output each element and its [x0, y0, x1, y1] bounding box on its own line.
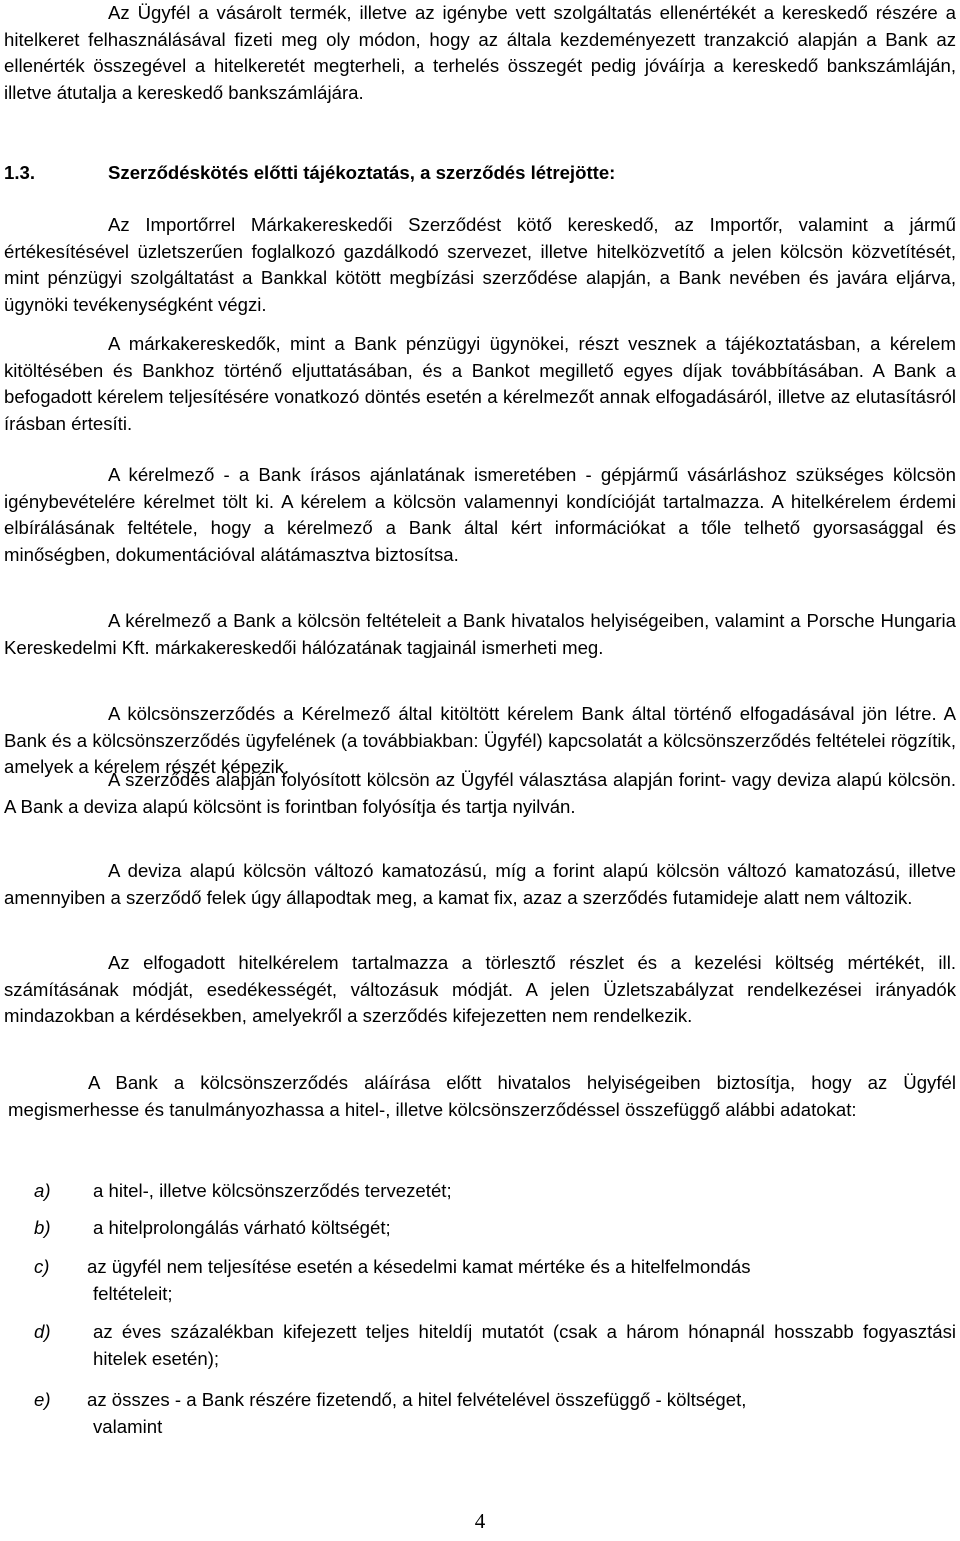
list-item: [34, 1387, 956, 1440]
list-item-text: [87, 1387, 956, 1440]
list-item: [34, 1215, 956, 1242]
list-item-text-continuation: feltételeit;: [93, 1282, 173, 1304]
list-marker: d): [34, 1321, 51, 1342]
list-item: [34, 1319, 956, 1372]
paragraph-kolcsonszerzodes: A kölcsönszerződés a Kérelmező által kitöltött kérelem Bank által történő elfogadásával jön létre. A Bank és a kölcsönszerződés ügyfelének (a továbbiakban: Ügyfél) kapcsolatát a kölcsönszerződés feltételei rögzítik, amelyek a kérelem részét képezik.: [4, 703, 956, 778]
section-number: 1.3.: [4, 162, 36, 183]
paragraph-kamatozas: A deviza alapú kölcsön változó kamatozású, míg a forint alapú kölcsön változó kamatozású, illetve amennyiben a szerződő felek úgy állapodtak meg, a kamat fix, azaz a szerződés futamideje alatt nem változik.: [4, 860, 956, 908]
paragraph-markakereskedok: A márkakereskedők, mint a Bank pénzügyi ügynökei, részt vesznek a tájékoztatásban, a kérelem kitöltésében és Bankhoz történő eljuttatásában, és a Bankot megillető egyes díjak továbbításában. A Bank a befogadott kérelem teljesítésére vonatkozó döntés esetén a kérelmezőt annak elfogadásáról, illetve az elutasításról írásban értesíti.: [4, 333, 956, 434]
list-item-text-continuation: valamint: [93, 1415, 163, 1437]
paragraph-alairas-elott: A Bank a kölcsönszerződés aláírása előtt hivatalos helyiségeiben biztosítja, hogy az Ügyfél megismerhesse és tanulmányozhassa a hitel-, illetve kölcsönszerződéssel összefüggő alábbi adatokat:: [8, 1072, 956, 1120]
section-title: Szerződéskötés előtti tájékoztatás, a szerződés létrejötte:: [108, 162, 616, 183]
list-item: [34, 1254, 956, 1307]
list-item-text: a hitel-, illetve kölcsönszerződés tervezetét;: [93, 1180, 452, 1201]
list-marker: e): [34, 1389, 51, 1410]
list-marker: c): [34, 1256, 50, 1277]
list-marker: a): [34, 1180, 51, 1201]
page-number: 4: [474, 1509, 486, 1533]
section-heading: [4, 160, 956, 187]
paragraph-intro: Az Ügyfél a vásárolt termék, illetve az igénybe vett szolgáltatás ellenértékét a kereskedő részére a hitelkeret felhasználásával fizeti meg oly módon, hogy az általa kezdeményezett tranzakció alapján a Bank az ellenérték összegével a hitelkeretét megterheli, a terhelés összegét pedig jóváírja a kereskedő bankszámláján, illetve átutalja a kereskedő bankszámlájára.: [4, 2, 956, 103]
paragraph-folyositas: A szerződés alapján folyósított kölcsön az Ügyfél választása alapján forint- vagy deviza alapú kölcsön. A Bank a deviza alapú kölcsönt is forintban folyósítja és tartja nyilván.: [4, 769, 956, 817]
list-item-text: a hitelprolongálás várható költségét;: [93, 1217, 391, 1238]
paragraph-kerelmezo-feltetelek: A kérelmező a Bank a kölcsön feltételeit a Bank hivatalos helyiségeiben, valamint a Porsche Hungaria Kereskedelmi Kft. márkakereskedői hálózatának tagjainál ismerheti meg.: [4, 610, 956, 658]
paragraph-importor: Az Importőrrel Márkakereskedői Szerződést kötő kereskedő, az Importőr, valamint a jármű értékesítésével üzletszerűen foglalkozó gazdálkodó szervezet, illetve hitelközvetítő a jelen kölcsön közvetítését, mint pénzügyi szolgáltatást a Bankkal kötött megbízási szerződése alapján, a Bank nevében és javára eljárva, ügynöki tevékenységként végzi.: [4, 214, 956, 315]
paragraph-elfogadott-hitelkerelem: Az elfogadott hitelkérelem tartalmazza a törlesztő részlet és a kezelési költség mértékét, ill. számításának módját, esedékességét, változásuk módját. A jelen Üzletszabályzat rendelkezései irányadók mindazokban a kérdésekben, amelyekről a szerződés kifejezetten nem rendelkezik.: [4, 952, 956, 1027]
list-item-text-first-line: az összes - a Bank részére fizetendő, a hitel felvételével összefüggő - költséget,: [87, 1389, 747, 1410]
list-item-text: [87, 1254, 956, 1307]
list-item: [34, 1178, 956, 1205]
paragraph-kerelmezo-kerelem: A kérelmező - a Bank írásos ajánlatának ismeretében - gépjármű vásárláshoz szükséges kölcsön igénybevételére kérelmet tölt ki. A kérelem a kölcsön valamennyi kondícióját tartalmazza. A hitelkérelem érdemi elbírálásának feltétele, hogy a kérelmező a Bank által kért információkat a tőle telhető gyorsasággal és minőségben, dokumentációval alátámasztva biztosítsa.: [4, 464, 956, 565]
list-marker: b): [34, 1217, 51, 1238]
list-item-text-first-line: az ügyfél nem teljesítése esetén a késedelmi kamat mértéke és a hitelfelmondás: [87, 1256, 751, 1277]
list-item-text: az éves százalékban kifejezett teljes hiteldíj mutatót (csak a három hónapnál hosszabb fogyasztási hitelek esetén);: [93, 1321, 956, 1369]
